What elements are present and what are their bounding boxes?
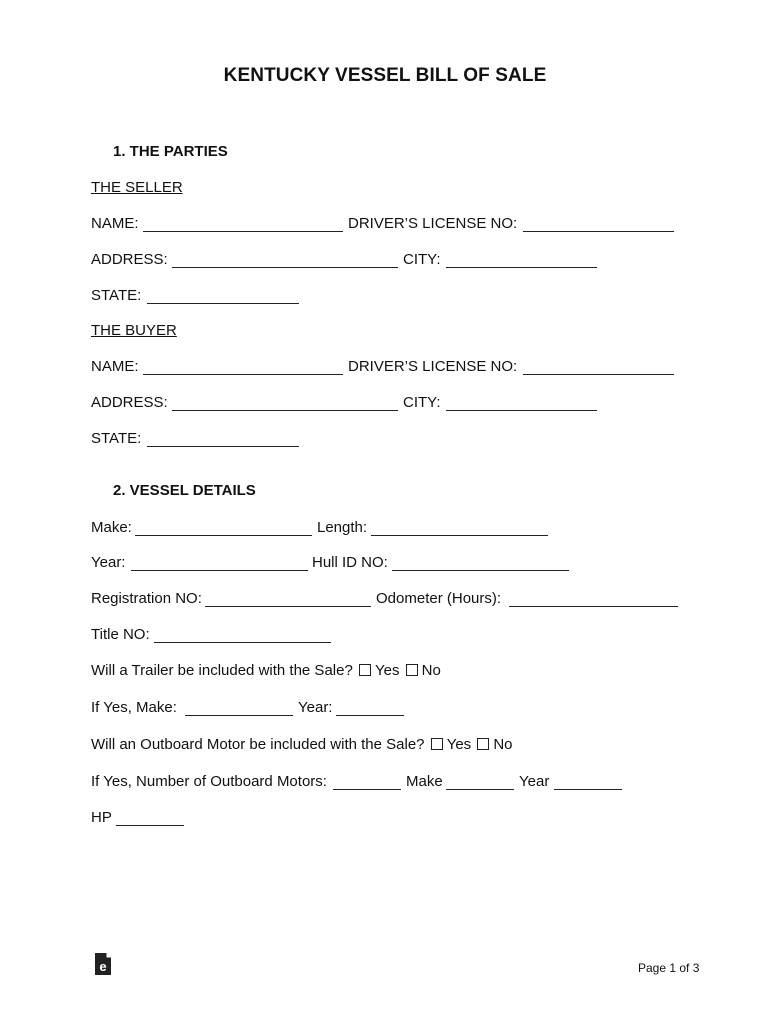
motor-yes-label: Yes <box>446 736 472 753</box>
seller-license-label: DRIVER’S LICENSE NO: <box>348 215 518 232</box>
seller-heading: THE SELLER <box>91 179 183 196</box>
trailer-make-field[interactable] <box>185 715 293 716</box>
vessel-year-label: Year: <box>91 554 126 571</box>
buyer-state-label: STATE: <box>91 430 142 447</box>
motor-make-field[interactable] <box>446 789 514 790</box>
seller-license-field[interactable] <box>523 231 674 232</box>
trailer-no-label: No <box>421 662 441 679</box>
document-title: KENTUCKY VESSEL BILL OF SALE <box>223 65 547 86</box>
motor-year-label: Year <box>519 773 550 790</box>
motor-make-label: Make <box>406 773 443 790</box>
trailer-no-checkbox[interactable] <box>406 664 418 676</box>
trailer-question-row <box>91 662 441 679</box>
section-vessel-heading: 2. VESSEL DETAILS <box>113 482 256 499</box>
motor-count-label: If Yes, Number of Outboard Motors: <box>91 773 327 790</box>
vessel-title-field[interactable] <box>154 642 331 643</box>
motor-question-row <box>91 736 513 753</box>
hp-field[interactable] <box>116 825 184 826</box>
vessel-year-field[interactable] <box>131 570 308 571</box>
buyer-license-field[interactable] <box>523 374 674 375</box>
buyer-address-label: ADDRESS: <box>91 394 168 411</box>
buyer-state-field[interactable] <box>147 446 299 447</box>
motor-year-field[interactable] <box>554 789 622 790</box>
buyer-address-field[interactable] <box>172 410 398 411</box>
hp-label: HP <box>91 809 112 826</box>
motor-question: Will an Outboard Motor be included with the Sale? <box>91 736 425 753</box>
buyer-license-label: DRIVER’S LICENSE NO: <box>348 358 518 375</box>
motor-no-label: No <box>493 736 513 753</box>
buyer-city-field[interactable] <box>446 410 597 411</box>
section-parties-heading: 1. THE PARTIES <box>113 143 228 160</box>
seller-city-label: CITY: <box>403 251 441 268</box>
trailer-question: Will a Trailer be included with the Sale? <box>91 662 353 679</box>
seller-address-label: ADDRESS: <box>91 251 168 268</box>
trailer-year-field[interactable] <box>336 715 404 716</box>
motor-no-checkbox[interactable] <box>477 738 489 750</box>
buyer-city-label: CITY: <box>403 394 441 411</box>
vessel-length-label: Length: <box>317 519 368 536</box>
buyer-heading: THE BUYER <box>91 322 177 339</box>
vessel-hull-label: Hull ID NO: <box>312 554 388 571</box>
seller-city-field[interactable] <box>446 267 597 268</box>
svg-text:e: e <box>99 959 107 974</box>
document-logo-icon <box>93 952 113 976</box>
vessel-make-field[interactable] <box>135 535 312 536</box>
vessel-odometer-field[interactable] <box>509 606 678 607</box>
trailer-year-label: Year: <box>298 699 333 716</box>
trailer-yes-label: Yes <box>374 662 400 679</box>
trailer-yes-checkbox[interactable] <box>359 664 371 676</box>
vessel-title-label: Title NO: <box>91 626 150 643</box>
vessel-make-label: Make: <box>91 519 132 536</box>
vessel-registration-field[interactable] <box>205 606 371 607</box>
page-number: Page 1 of 3 <box>638 961 700 975</box>
motor-count-field[interactable] <box>333 789 401 790</box>
seller-name-field[interactable] <box>143 231 343 232</box>
vessel-odometer-label: Odometer (Hours): <box>376 590 502 607</box>
vessel-hull-field[interactable] <box>392 570 569 571</box>
motor-yes-checkbox[interactable] <box>431 738 443 750</box>
seller-name-label: NAME: <box>91 215 139 232</box>
trailer-make-label: If Yes, Make: <box>91 699 177 716</box>
seller-state-field[interactable] <box>147 303 299 304</box>
seller-address-field[interactable] <box>172 267 398 268</box>
seller-state-label: STATE: <box>91 287 142 304</box>
vessel-length-field[interactable] <box>371 535 548 536</box>
buyer-name-label: NAME: <box>91 358 139 375</box>
buyer-name-field[interactable] <box>143 374 343 375</box>
vessel-registration-label: Registration NO: <box>91 590 202 607</box>
